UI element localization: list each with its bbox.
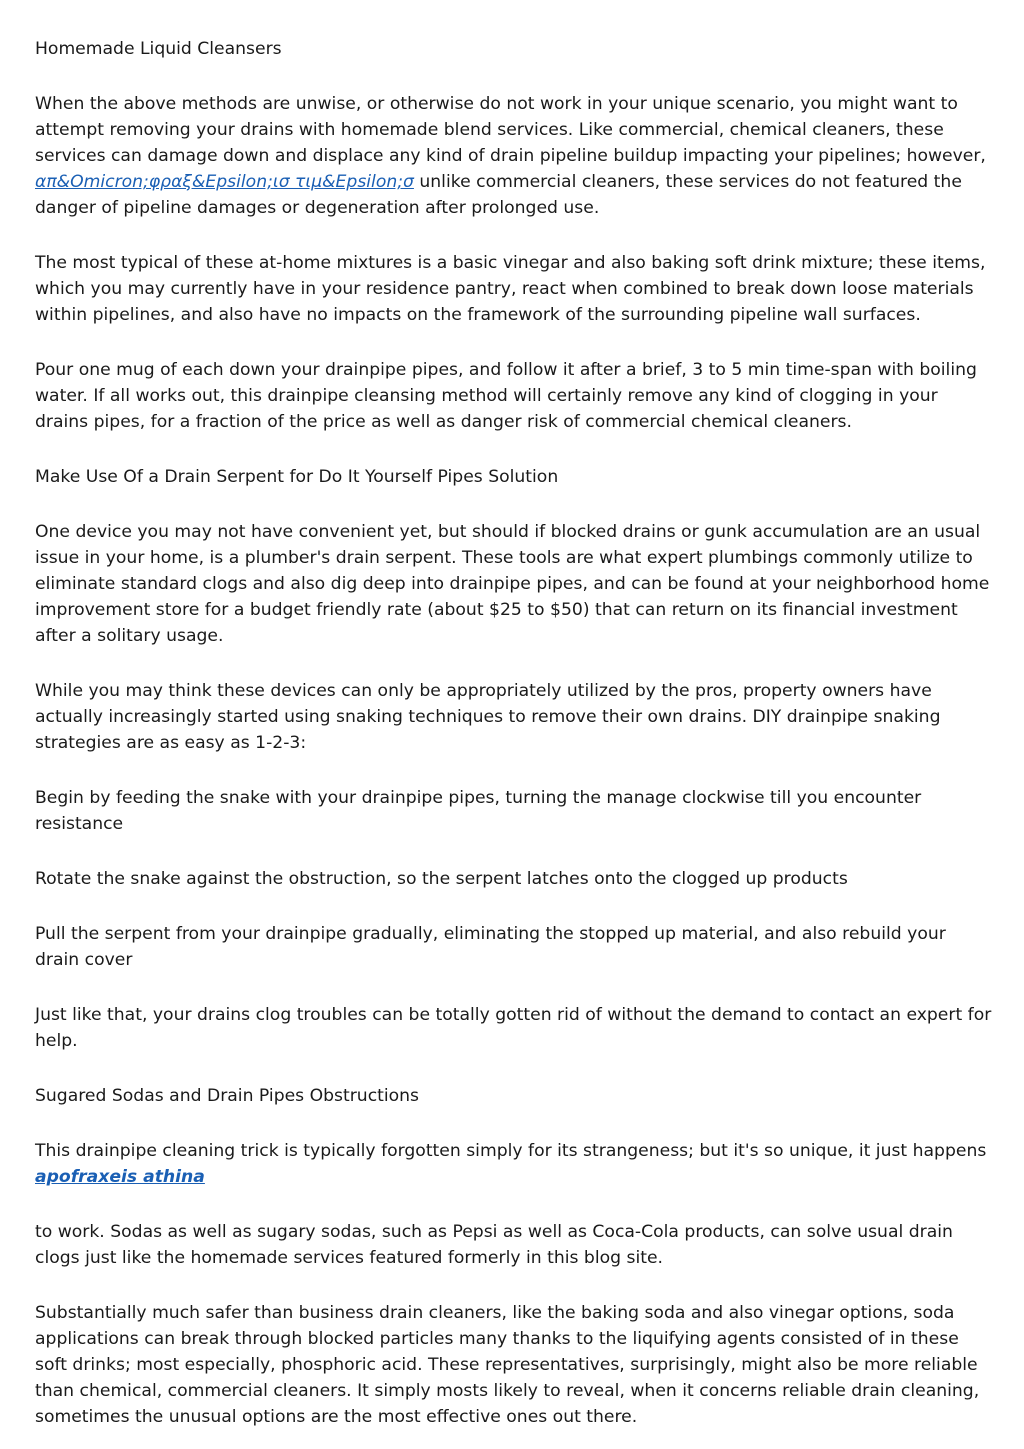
paragraph-vinegar-baking-soda: The most typical of these at-home mixtures is a basic vinegar and also baking soft drink mixture; these items, which you may currently have in your residence pantry, react when combined to break down loose materials within pipelines, and also have no impacts on the framework of the surrounding pipeline wall surfaces.: [35, 253, 986, 325]
paragraph-just-like-that: Just like that, your drains clog troubles can be totally gotten rid of without the demand to contact an expert for help.: [35, 1005, 992, 1051]
paragraph-homemade-intro: [35, 91, 994, 221]
step-1: Begin by feeding the snake with your drainpipe pipes, turning the manage clockwise till you encounter resistance: [35, 788, 922, 834]
heading-homemade-liquid-cleansers: Homemade Liquid Cleansers: [35, 39, 282, 59]
paragraph-safer-than-cleaners: Substantially much safer than business drain cleaners, like the baking soda and also vinegar options, soda applications can break through blocked particles many thanks to the liquifying agents consisted of in these soft drinks; most especially, phosphoric acid. These representatives, surprisingly, might also be more reliable than chemical, commercial cleaners. It simply mosts likely to reveal, when it concerns reliable drain cleaning, sometimes the unusual options are the most effective ones out there.: [35, 1303, 980, 1427]
paragraph-sodas-work: to work. Sodas as well as sugary sodas, such as Pepsi as well as Coca-Cola products, can solve usual drain clogs just like the homemade services featured formerly in this blog site.: [35, 1222, 953, 1268]
step-3: Pull the serpent from your drainpipe gradually, eliminating the stopped up material, and also rebuild your drain cover: [35, 924, 946, 970]
heading-sugared-sodas: Sugared Sodas and Drain Pipes Obstructions: [35, 1086, 420, 1106]
paragraph-pour-instructions: Pour one mug of each down your drainpipe pipes, and follow it after a brief, 3 to 5 min time-span with boiling water. If all works out, this drainpipe cleansing method will certainly remove any kind of clogging in your drains pipes, for a fraction of the price as well as danger risk of commercial chemical cleaners.: [35, 360, 977, 432]
paragraph-drain-serpent-intro: One device you may not have convenient yet, but should if blocked drains or gunk accumulation are an usual issue in your home, is a plumber's drain serpent. These tools are what expert plumbings commonly utilize to eliminate standard clogs and also dig deep into drainpipe pipes, and can be found at your neighborhood home improvement store for a budget friendly rate (about $25 to $50) that can return on its financial investment after a solitary usage.: [35, 522, 990, 646]
paragraph-soda-trick: [35, 1138, 994, 1190]
greek-keyword-link[interactable]: απ&Omicron;φραξ&Epsilon;ισ τιμ&Epsilon;σ: [35, 172, 414, 192]
apofraxeis-athina-link[interactable]: apofraxeis athina: [35, 1167, 205, 1187]
paragraph-text: unlike commercial cleaners, these services do not featured the danger of pipeline damages or degeneration after prolonged use.: [35, 172, 962, 218]
paragraph-diy-snaking: While you may think these devices can only be appropriately utilized by the pros, property owners have actually increasingly started using snaking techniques to remove their own drains. DIY drainpipe snaking strategies are as easy as 1-2-3:: [35, 681, 941, 753]
paragraph-text: This drainpipe cleaning trick is typically forgotten simply for its strangeness; but it's so unique, it just happens: [35, 1141, 987, 1161]
paragraph-text: When the above methods are unwise, or otherwise do not work in your unique scenario, you might want to attempt removing your drains with homemade blend services. Like commercial, chemical cleaners, these services can damage down and displace any kind of drain pipeline buildup impacting your pipelines; however,: [35, 94, 986, 166]
step-2: Rotate the snake against the obstruction, so the serpent latches onto the clogged up products: [35, 869, 848, 889]
heading-drain-serpent: Make Use Of a Drain Serpent for Do It Yourself Pipes Solution: [35, 467, 559, 487]
